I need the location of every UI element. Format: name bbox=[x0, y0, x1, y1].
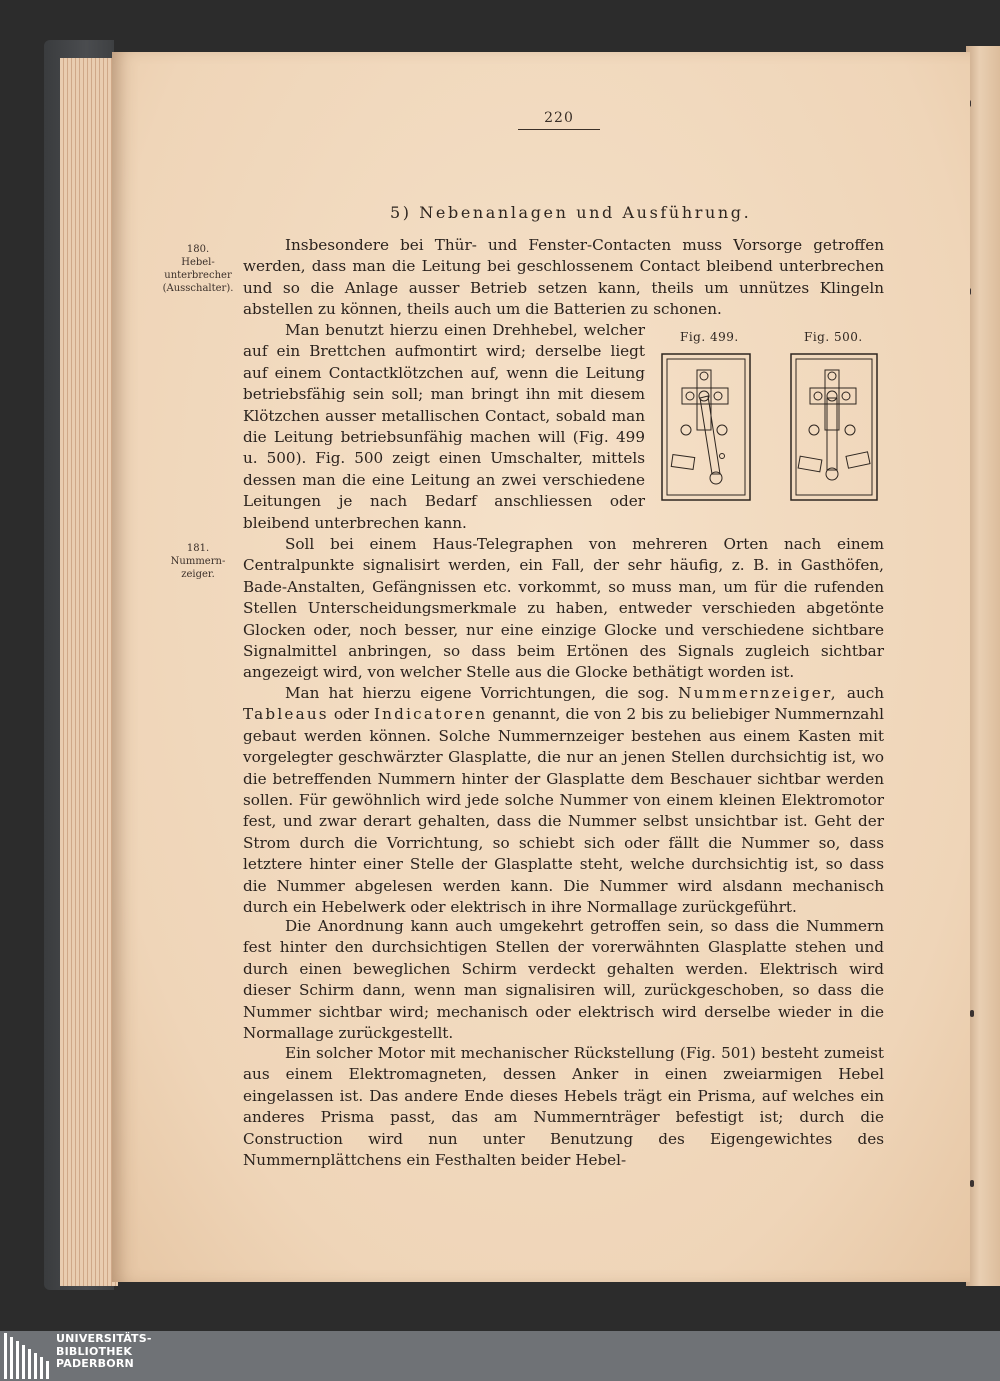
paragraph-text bbox=[243, 683, 884, 918]
margin-note-number: 181. bbox=[186, 543, 210, 554]
logo-line: UNIVERSITÄTS- bbox=[56, 1332, 152, 1345]
paragraph-text: Insbesondere bei Thür- und Fenster-Contacten muss Vorsorge getroffen werden, dass man die Leitung bei geschlossenem Contact bleibend unterbrechen und so die Anlage ausser Betrieb setzen kann, theils um unnützes Klingeln abstellen zu können, theils auch um die Batterien zu schonen. bbox=[243, 236, 884, 319]
binding-mark bbox=[970, 1180, 974, 1187]
text-run: auch bbox=[846, 684, 885, 702]
page-stack-edges bbox=[60, 58, 118, 1286]
page-number: 220 bbox=[518, 110, 600, 130]
text-run: oder bbox=[333, 705, 369, 724]
margin-note-line: unterbrecher bbox=[164, 270, 232, 281]
paragraph-5 bbox=[243, 916, 884, 1044]
margin-note-line: Nummern- bbox=[170, 556, 226, 567]
spaced-term: Indicatoren bbox=[373, 705, 488, 724]
margin-note-180 bbox=[158, 243, 238, 295]
library-footer bbox=[0, 1331, 1000, 1381]
logo-line: BIBLIOTHEK bbox=[56, 1344, 133, 1358]
spaced-term: Tableaus bbox=[243, 705, 329, 724]
paragraph-text: Soll bei einem Haus-Telegraphen von mehreren Orten nach einem Centralpunkte signalisirt werden, ein Fall, der sehr häufig, z. B. in Gasthöfen, Bade-Anstalten, Gefängnissen etc. vorkommt, so muss man, um für die rufenden Stellen Unterscheidungsmerkmale zu haben, entweder verschieden abgetönte Glocken oder, noch besser, nur eine einzige Glocke und verschiedene sichtbare Signalmittel anbringen, so dass beim Ertönen des Signals zugleich sichtbar angezeigt wird, von welcher Stelle aus die Glocke bethätigt worden ist. bbox=[243, 535, 884, 682]
text-run: genannt, die von 2 bis zu beliebiger Nummernzahl gebaut werden können. Solche Nummernzeiger bestehen aus einem Kasten mit vorgelegter geschwärzter Glasplatte, die nur an jenen Stellen durchsichtig ist, wo die betreffenden Nummern hinter der Glasplatte dem Beschauer sichtbar werden sollen. Für gewöhnlich wird jede solche Nummer von einem kleinen Elektromotor fest, und zwar derart gehalten, dass die Nummer selbst unsichtbar ist. Geht der Strom durch die Vorrichtung, so schiebt sich oder fällt die Nummer so, dass letztere hinter einer Stelle der Glasplatte steht, welche durchsichtig ist, so dass die Nummer abgelesen werden kann. Die Nummer wird alsdann mechanisch durch ein Hebelwerk oder elektrisch in ihre Normallage zurückgeführt. bbox=[243, 705, 884, 917]
paragraph-text: Die Anordnung kann auch umgekehrt getroffen sein, so dass die Nummern fest hinter den durchsichtigen Stellen der vorerwähnten Glasplatte stehen und durch einen beweglichen Schirm verdeckt gehalten werden. Elektrisch wird dieser Schirm dann, wenn man signalisiren will, zurückgeschoben, so dass die Nummer sichtbar wird; mechanisch oder elektrisch wird derselbe wieder in die Normallage zurückgestellt. bbox=[243, 917, 884, 1043]
paragraph-3 bbox=[243, 534, 884, 684]
paragraph-1 bbox=[243, 235, 884, 321]
library-logo-text bbox=[56, 1333, 152, 1371]
library-logo-icon bbox=[4, 1333, 52, 1379]
fig-499-label: Fig. 499. bbox=[680, 330, 739, 344]
margin-note-number: 180. bbox=[186, 244, 210, 255]
section-heading: 5) Nebenanlagen und Ausführung. bbox=[390, 203, 752, 222]
margin-note-line: (Ausschalter). bbox=[162, 283, 234, 294]
fig-499-drawing bbox=[660, 352, 752, 502]
fig-500-drawing bbox=[789, 352, 879, 502]
paragraph-2 bbox=[243, 320, 645, 534]
facing-page-edge bbox=[966, 46, 1000, 1286]
margin-note-181 bbox=[158, 542, 238, 581]
logo-line: PADERBORN bbox=[56, 1357, 134, 1370]
margin-note-line: zeiger. bbox=[181, 569, 215, 580]
paragraph-text: Ein solcher Motor mit mechanischer Rückstellung (Fig. 501) besteht zumeist aus einem Elektromagneten, dessen Anker in einen zweiarmigen Hebel eingelassen ist. Das andere Ende dieses Hebels trägt ein Prisma, auf welches ein anderes Prisma passt, das am Nummernträger befestigt ist; durch die Construction wird nun unter Benutzung des Eigengewichtes des Nummernplättchens ein Festhalten beider Hebel- bbox=[243, 1044, 884, 1170]
fig-500-label: Fig. 500. bbox=[804, 330, 863, 344]
spaced-term: Nummernzeiger, bbox=[678, 684, 838, 702]
text-run: Man hat hierzu eigene Vorrichtungen, die sog. bbox=[285, 684, 670, 702]
margin-note-line: Hebel- bbox=[181, 257, 215, 268]
paragraph-4 bbox=[243, 683, 884, 918]
paragraph-text: Man benutzt hierzu einen Drehhebel, welcher auf ein Brettchen aufmontirt wird; derselbe liegt auf einem Contactklötzchen auf, wenn die Leitung betriebsfähig sein soll; man bringt ihn mit diesem Klötzchen ausser metallischen Contact, sobald man die Leitung betriebsunfähig machen will (Fig. 499 u. 500). Fig. 500 zeigt einen Umschalter, mittels dessen man die eine Leitung an zwei verschiedene Leitungen je nach Bedarf anschliessen oder bleibend unterbrechen kann. bbox=[243, 321, 645, 532]
binding-mark bbox=[970, 1010, 974, 1017]
paragraph-6 bbox=[243, 1043, 884, 1171]
